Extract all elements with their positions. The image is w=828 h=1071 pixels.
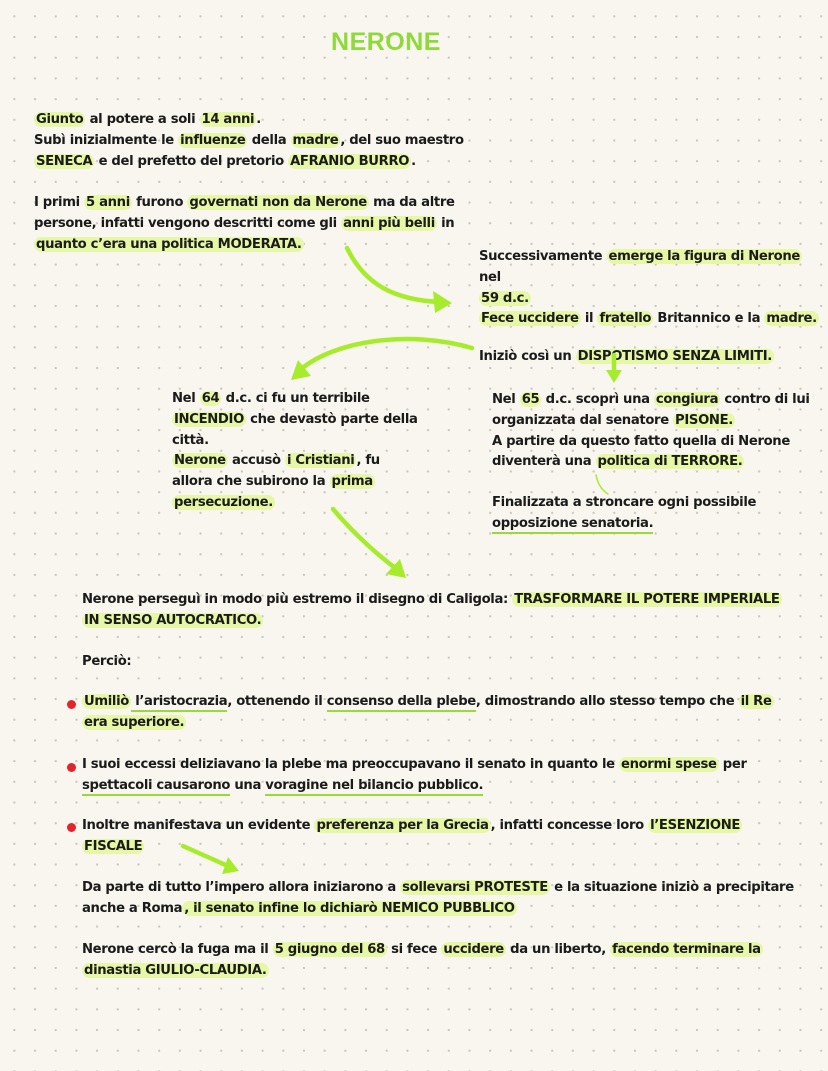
percio-label: Perciò: [82,654,132,669]
emerge-text: Successivamente emerge la figura di Nerone nel 59 d.c. [479,249,801,306]
page-title: NERONE [331,28,441,56]
conspiracy-text: Nel 65 d.c. scoprì una congiura contro di lui organizzata dal senatore PISONE. [492,392,810,428]
despotism-text: Iniziò così un DISPOTISMO SENZA LIMITI. [479,349,772,365]
connector-line-icon [596,475,608,494]
arrow-to-bottom-icon [333,509,406,578]
arrow-right-down-icon [347,248,452,313]
arrow-down-icon [606,355,622,383]
bullet-3: Inoltre manifestava un evidente preferenza per la Grecia , infatti concesse loro l’ESENZIONE FISCALE [82,818,741,854]
murder-text: Fece uccidere il fratello Britannico e la madre. [481,311,817,327]
protests-paragraph: Da parte di tutto l’impero allora iniziarono a sollevarsi PROTESTE e la situazione iniziò a precipitare anche a Roma , il senato infine lo dichiarò NEMICO PUBBLICO [82,880,794,916]
bullet-2: I suoi eccessi deliziavano la plebe ma preoccupavano il senato in quanto le enormi spese per spettacoli causarono una voragine nel bilancio pubblico. [82,755,782,797]
arrow-left-down-icon [291,339,472,380]
fire-text: Nel 64 d.c. ci fu un terribile INCENDIO che devastò parte della città. [172,391,418,448]
persecution-text: Nerone accusò i Cristiani , fu allora che subirono la prima persecuzione. [172,453,380,510]
aim-text: Finalizzata a stroncare ogni possibile opposizione senatoria. [492,493,817,535]
intro-paragraph-2: I primi 5 anni furono governati non da Nerone ma da altre persone, infatti vengono descritti come gli anni più belli in quanto c’era una politica MODERATA. [34,195,455,252]
arrow-small-icon [183,846,239,874]
intro-line-1: Giunto al potere a soli 14 anni . [36,112,261,127]
intro-line-2: Subì inizialmente le influenze della madre , del suo maestro [34,132,464,148]
bullet-1: Umiliò l’aristocrazia, ottenendo il consenso della plebe, dimostrando allo stesso tempo che il Re era superiore. [84,694,772,730]
intro-line-3: SENECA e del prefetto del pretorio AFRANIO BURRO . [36,153,416,169]
death-paragraph: Nerone cercò la fuga ma il 5 giugno del 68 si fece uccidere da un liberto, facendo terminare la dinastia GIULIO-CLAUDIA. [82,942,761,978]
autocracy-paragraph: Nerone perseguì in modo più estremo il disegno di Caligola: TRASFORMARE IL POTERE IMPERIALE IN SENSO AUTOCRATICO. [82,592,780,628]
terror-text: A partire da questo fatto quella di Nerone diventerà una politica di TERRORE. [492,433,790,470]
